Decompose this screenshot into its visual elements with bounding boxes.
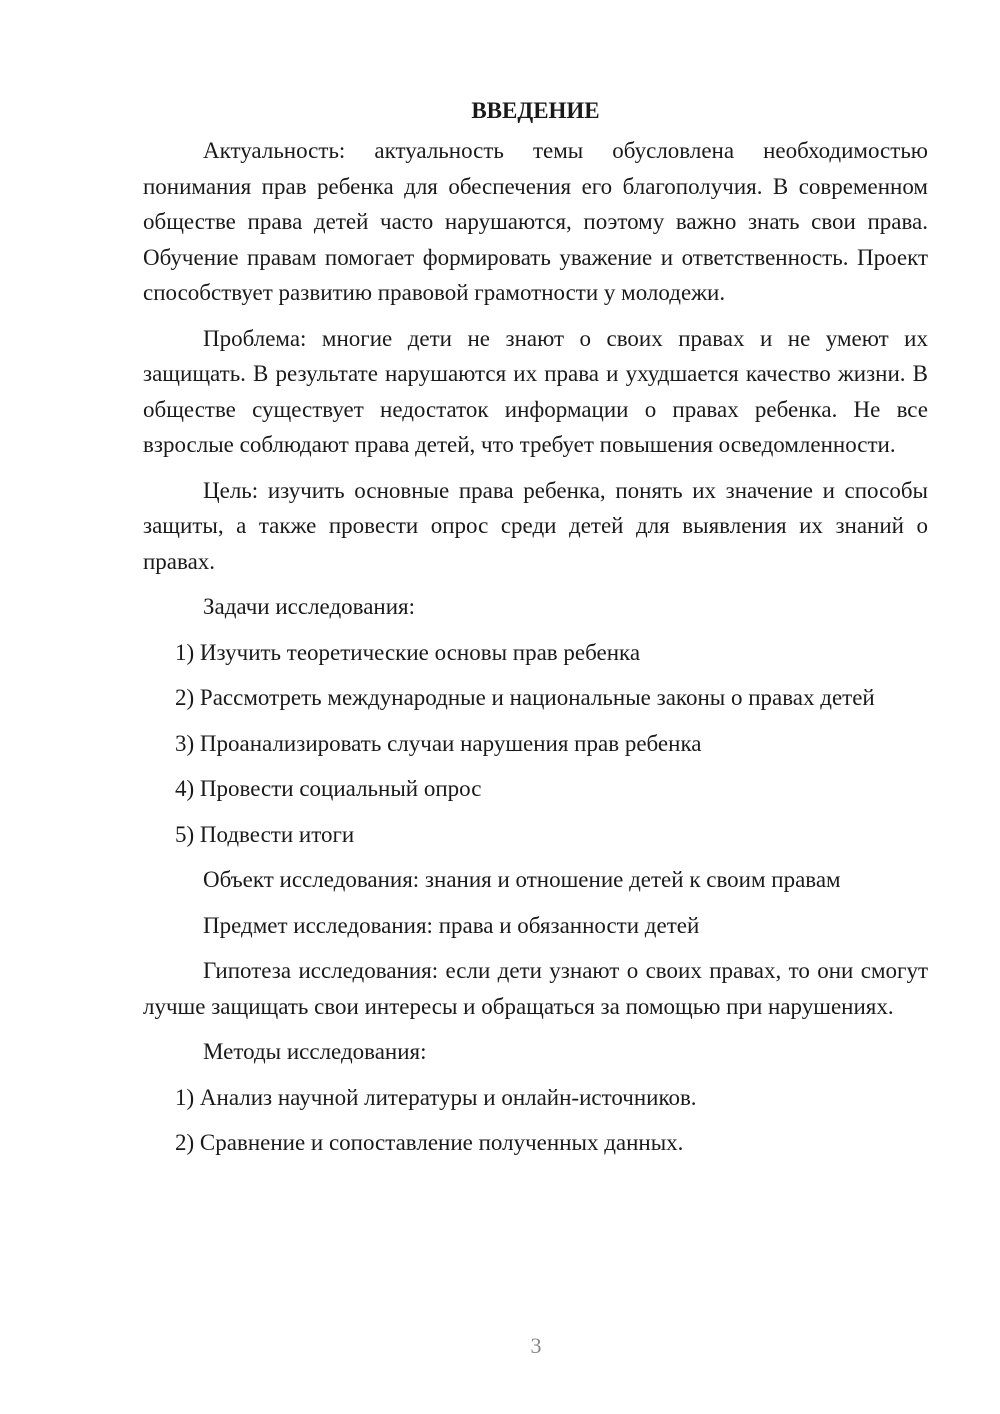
methods-list — [143, 1080, 928, 1161]
method-item: 2) Сравнение и сопоставление полученных данных. — [175, 1130, 684, 1155]
methods-heading: Методы исследования: — [203, 1039, 427, 1064]
task-item: 4) Провести социальный опрос — [175, 776, 482, 801]
task-item: 5) Подвести итоги — [175, 821, 355, 847]
tasks-heading: Задачи исследования: — [203, 594, 416, 619]
goal-paragraph: Цель: изучить основные права ребенка, понять их значение и способы защиты, а также провести опрос среди детей для выявления их знаний о правах. — [143, 477, 928, 574]
task-item: 1) Изучить теоретические основы прав ребенка — [175, 639, 641, 665]
task-item: 3) Проанализировать случаи нарушения прав ребенка — [175, 730, 702, 756]
subject-line: Предмет исследования: права и обязанности детей — [203, 912, 700, 938]
relevance-paragraph: Актуальность: актуальность темы обусловлена необходимостью понимания прав ребенка для обеспечения его благополучия. В современном обществе права детей часто нарушаются, поэтому важно знать свои права. Обучение правам помогает формировать уважение и ответственность. Проект способствует развитию правовой грамотности у молодежи. — [143, 138, 928, 305]
tasks-list — [143, 635, 928, 853]
method-item: 1) Анализ научной литературы и онлайн-источников. — [175, 1084, 697, 1110]
hypothesis-paragraph: Гипотеза исследования: если дети узнают о своих правах, то они смогут лучше защищать свои интересы и обращаться за помощью при нарушениях. — [143, 958, 928, 1019]
task-item: 2) Рассмотреть международные и национальные законы о правах детей — [175, 685, 875, 710]
page-body — [143, 96, 928, 1171]
section-title: ВВЕДЕНИЕ — [471, 98, 600, 123]
problem-paragraph: Проблема: многие дети не знают о своих правах и не умеют их защищать. В результате нарушаются их права и ухудшается качество жизни. В обществе существует недостаток информации о правах ребенка. Не все взрослые соблюдают права детей, что требует повышения осведомленности. — [143, 325, 928, 457]
object-line: Объект исследования: знания и отношение детей к своим правам — [203, 867, 841, 892]
page-number: 3 — [530, 1333, 542, 1358]
